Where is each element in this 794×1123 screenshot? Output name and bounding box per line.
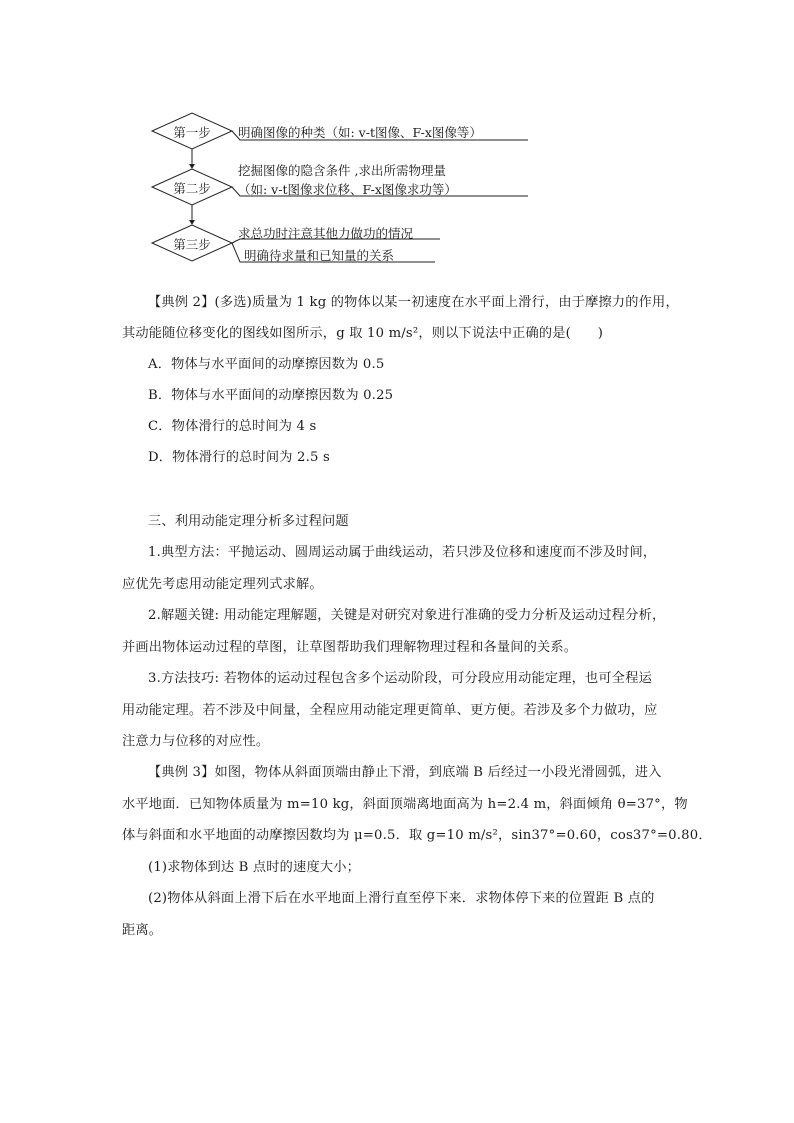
option-c: C．物体滑行的总时间为 4 s: [148, 419, 317, 434]
example2-stem-line1: 【典例 2】(多选)质量为 1 kg 的物体以某一初速度在水平面上滑行，由于摩擦力的作用，: [148, 295, 679, 310]
option-a: A．物体与水平面间的动摩擦因数为 0.5: [148, 357, 385, 372]
step3-text-line1: 求总功时注意其他力做功的情况: [238, 226, 414, 241]
step2-text-line2: （如: v-t图像求位移、F-x图像求功等）: [238, 182, 457, 197]
method3-line3: 注意力与位移的对应性。: [122, 734, 270, 749]
example3-stem-line3: 体与斜面和水平地面的动摩擦因数均为 μ=0.5．取 g=10 m/s²，sin37°=0.60，cos37°=0.80．: [122, 828, 712, 843]
example3-stem-line1: 【典例 3】如图，物体从斜面顶端由静止下滑，到底端 B 后经过一小段光滑圆弧，进入: [148, 765, 662, 780]
example3-stem-line2: 水平地面．已知物体质量为 m=10 kg，斜面顶端离地面高为 h=2.4 m，斜面倾角 θ=37°，物: [122, 797, 688, 812]
step3-label: 第三步: [173, 237, 211, 252]
step2-label: 第二步: [173, 181, 211, 196]
example3-question2-line2: 距离。: [122, 923, 163, 938]
method2-line2: 并画出物体运动过程的草图，让草图帮助我们理解物理过程和各量间的关系。: [122, 640, 578, 655]
option-d: D．物体滑行的总时间为 2.5 s: [148, 450, 330, 465]
method3-line1: 3.方法技巧: 若物体的运动过程包含多个运动阶段，可分段应用动能定理，也可全程运: [148, 671, 652, 686]
method1-line2: 应优先考虑用动能定理列式求解。: [122, 577, 323, 592]
method1-line1: 1.典型方法：平抛运动、圆周运动属于曲线运动，若只涉及位移和速度而不涉及时间，: [148, 545, 657, 560]
section3-heading: 三、利用动能定理分析多过程问题: [148, 514, 349, 529]
method-flowchart: [150, 110, 550, 270]
method2-line1: 2.解题关键: 用动能定理解题，关键是对研究对象进行准确的受力分析及运动过程分析，: [148, 608, 666, 623]
arrow-down-icon: [189, 164, 195, 169]
step2-text-line1: 挖掘图像的隐含条件 ,求出所需物理量: [238, 163, 446, 178]
example3-question1: (1)求物体到达 B 点时的速度大小；: [148, 860, 360, 875]
method3-line2: 用动能定理。若不涉及中间量，全程应用动能定理更简单、更方便。若涉及多个力做功，应: [122, 703, 658, 718]
step1-label: 第一步: [173, 125, 211, 140]
option-b: B．物体与水平面间的动摩擦因数为 0.25: [148, 388, 394, 403]
example2-stem-line2: 其动能随位移变化的图线如图所示，g 取 10 m/s²，则以下说法中正确的是( ): [122, 326, 604, 341]
step1-text: 明确图像的种类（如: v-t图像、F-x图像等）: [238, 125, 482, 140]
step3-text-line2: 明确待求量和已知量的关系: [244, 248, 395, 263]
arrow-down-icon: [189, 220, 195, 225]
example3-question2-line1: (2)物体从斜面上滑下后在水平地面上滑行直至停下来．求物体停下来的位置距 B 点的: [148, 891, 655, 906]
